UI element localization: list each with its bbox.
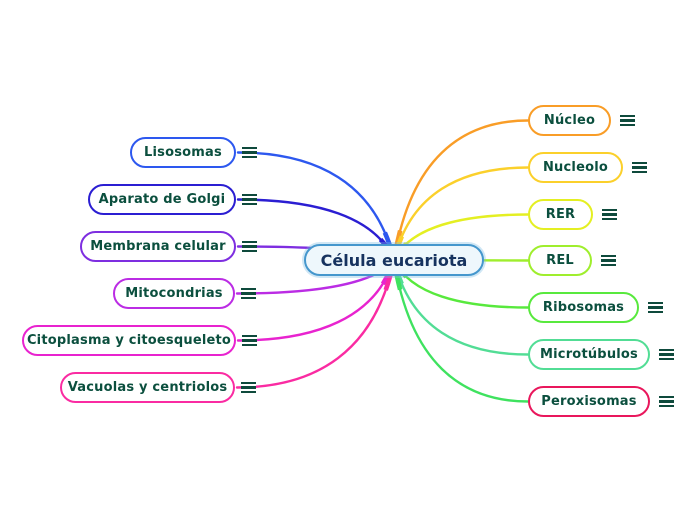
topic-microtubulos[interactable] bbox=[528, 339, 650, 370]
notes-icon-bar bbox=[632, 162, 647, 164]
notes-icon-bar bbox=[632, 171, 647, 173]
topic-label: REL bbox=[546, 253, 574, 268]
topic-label: RER bbox=[545, 207, 576, 222]
notes-icon[interactable] bbox=[659, 348, 674, 361]
notes-icon-bar bbox=[242, 147, 257, 149]
notes-icon-bar bbox=[241, 297, 256, 299]
notes-icon-bar bbox=[602, 209, 617, 211]
notes-icon-bar bbox=[242, 335, 257, 337]
topic-label: Membrana celular bbox=[90, 239, 226, 254]
topic-nucleolo[interactable] bbox=[528, 152, 623, 183]
notes-icon-bar bbox=[659, 405, 674, 407]
notes-icon-bar bbox=[620, 119, 635, 121]
topic-membrana-celular[interactable] bbox=[80, 231, 236, 262]
topic-aparato-de-golgi[interactable] bbox=[88, 184, 236, 215]
topic-label: Nucleolo bbox=[542, 160, 609, 175]
topic-mitocondrias[interactable] bbox=[113, 278, 235, 309]
notes-icon[interactable] bbox=[632, 161, 647, 174]
topic-label: Citoplasma y citoesqueleto bbox=[26, 333, 232, 348]
notes-icon[interactable] bbox=[601, 254, 616, 267]
topic-nucleo[interactable] bbox=[528, 105, 611, 136]
notes-icon-bar bbox=[242, 344, 257, 346]
notes-icon-bar bbox=[242, 203, 257, 205]
notes-icon[interactable] bbox=[242, 240, 257, 253]
notes-icon-bar bbox=[242, 151, 257, 153]
notes-icon-bar bbox=[241, 292, 256, 294]
notes-icon-bar bbox=[602, 218, 617, 220]
notes-icon-bar bbox=[242, 194, 257, 196]
notes-icon-bar bbox=[241, 391, 256, 393]
notes-icon-bar bbox=[601, 264, 616, 266]
notes-icon-bar bbox=[242, 156, 257, 158]
notes-icon-bar bbox=[659, 400, 674, 402]
notes-icon-bar bbox=[659, 349, 674, 351]
topic-ribosomas[interactable] bbox=[528, 292, 639, 323]
notes-icon-bar bbox=[242, 250, 257, 252]
notes-icon[interactable] bbox=[242, 193, 257, 206]
notes-icon[interactable] bbox=[659, 395, 674, 408]
branch-curve bbox=[237, 260, 394, 388]
notes-icon-bar bbox=[242, 245, 257, 247]
notes-icon[interactable] bbox=[620, 114, 635, 127]
topic-label: Aparato de Golgi bbox=[98, 192, 226, 207]
notes-icon-bar bbox=[601, 259, 616, 261]
notes-icon[interactable] bbox=[242, 146, 257, 159]
topic-lisosomas[interactable] bbox=[130, 137, 236, 168]
topic-vacuolas-y-centriolos[interactable] bbox=[60, 372, 235, 403]
topic-label: Lisosomas bbox=[144, 145, 222, 160]
notes-icon[interactable] bbox=[242, 334, 257, 347]
notes-icon-bar bbox=[242, 241, 257, 243]
notes-icon-bar bbox=[241, 382, 256, 384]
notes-icon-bar bbox=[242, 198, 257, 200]
topic-label: Vacuolas y centriolos bbox=[67, 380, 228, 395]
topic-label: Ribosomas bbox=[542, 300, 625, 315]
notes-icon-bar bbox=[620, 124, 635, 126]
notes-icon-bar bbox=[241, 386, 256, 388]
notes-icon-bar bbox=[648, 311, 663, 313]
notes-icon-bar bbox=[659, 353, 674, 355]
notes-icon-bar bbox=[648, 302, 663, 304]
central-topic-label: Célula eucariota bbox=[320, 250, 468, 270]
notes-icon-bar bbox=[659, 358, 674, 360]
topic-label: Mitocondrias bbox=[125, 286, 223, 301]
notes-icon-bar bbox=[602, 213, 617, 215]
topic-citoplasma-y-citoesqueleto[interactable] bbox=[22, 325, 236, 356]
topic-rel[interactable] bbox=[528, 245, 592, 276]
topic-rer[interactable] bbox=[528, 199, 593, 230]
notes-icon-bar bbox=[620, 115, 635, 117]
notes-icon-bar bbox=[242, 339, 257, 341]
notes-icon[interactable] bbox=[648, 301, 663, 314]
topic-peroxisomas[interactable] bbox=[528, 386, 650, 417]
notes-icon-bar bbox=[601, 255, 616, 257]
central-topic[interactable] bbox=[304, 244, 484, 276]
notes-icon-bar bbox=[241, 288, 256, 290]
notes-icon-bar bbox=[659, 396, 674, 398]
topic-label: Microtúbulos bbox=[540, 347, 638, 362]
topic-label: Núcleo bbox=[543, 113, 596, 128]
notes-icon-bar bbox=[648, 306, 663, 308]
notes-icon-bar bbox=[632, 166, 647, 168]
notes-icon[interactable] bbox=[602, 208, 617, 221]
topic-label: Peroxisomas bbox=[541, 394, 637, 409]
notes-icon[interactable] bbox=[241, 381, 256, 394]
notes-icon[interactable] bbox=[241, 287, 256, 300]
branch-curve bbox=[394, 260, 528, 402]
